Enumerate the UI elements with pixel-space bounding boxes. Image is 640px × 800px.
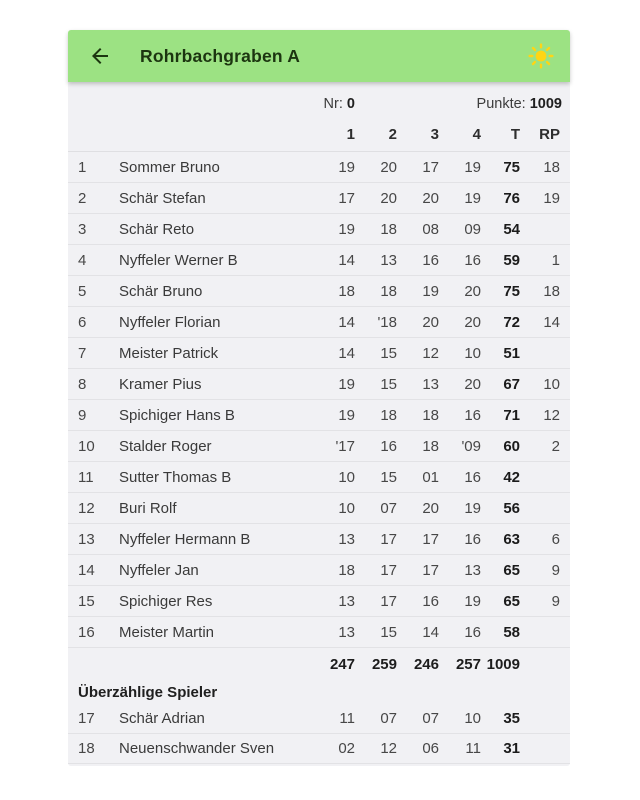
cell-score-2: '18 [377,313,397,331]
arrow-left-icon [88,44,112,68]
cell-total: 63 [503,530,520,548]
cell-total: 75 [503,282,520,300]
cell-total: 60 [503,437,520,455]
total-score-1: 247 [329,655,355,673]
cell-score-2: 17 [380,530,397,548]
cell-score-1: 14 [338,344,355,362]
cell-score-3: 08 [422,220,439,238]
cell-total: 54 [503,220,520,238]
punkte-field [477,96,562,112]
cell-rank: 17 [78,710,95,727]
cell-rank: 16 [78,623,95,641]
cell-rank: 8 [78,375,87,393]
page-title: Rohrbachgraben A [140,45,301,66]
cell-score-3: 20 [422,313,439,331]
table-row [68,524,570,555]
table-row [68,462,570,493]
cell-player: Neuenschwander Sven [119,740,275,757]
cell-score-1: 14 [338,313,355,331]
cell-rp: 10 [543,375,560,393]
cell-rank: 11 [78,468,94,486]
cell-score-2: 13 [380,251,397,269]
extra-section-header [68,680,570,704]
cell-rank: 12 [78,499,95,517]
table-row [68,617,570,648]
col-header-1: 1 [346,126,355,143]
cell-rank: 1 [78,158,87,176]
cell-score-2: 18 [380,282,397,300]
cell-rp: 18 [543,158,560,176]
player-list [68,152,570,648]
cell-rank: 18 [78,740,95,757]
cell-total: 42 [503,468,520,486]
col-header-4: 4 [472,126,481,143]
cell-score-1: 13 [338,623,355,641]
cell-score-4: 13 [464,561,481,579]
cell-score-4: 20 [464,313,481,331]
cell-score-2: 15 [380,623,397,641]
table-row [68,400,570,431]
table-row [68,431,570,462]
cell-score-2: 07 [380,499,397,517]
nr-label: Nr: [323,96,343,112]
cell-rank: 14 [78,561,95,579]
table-row [68,493,570,524]
cell-score-3: 18 [422,406,439,424]
table-row [68,555,570,586]
cell-player: Kramer Pius [119,375,202,393]
cell-rank: 7 [78,344,87,362]
cell-total: 72 [503,313,520,331]
cell-score-1: 10 [338,499,355,517]
cell-score-3: 06 [422,740,439,757]
cell-player: Nyffeler Werner B [119,251,238,269]
cell-score-2: 16 [380,437,397,455]
cell-score-4: 20 [464,375,481,393]
cell-score-2: 20 [380,158,397,176]
total-score-4: 257 [455,655,481,673]
cell-rank: 13 [78,530,95,548]
cell-rp: 1 [551,251,560,269]
cell-score-1: 10 [338,468,355,486]
cell-score-3: 18 [422,437,439,455]
cell-score-4: 19 [464,158,481,176]
cell-player: Buri Rolf [119,499,177,517]
totals-row [68,648,570,680]
score-sheet [68,82,570,766]
back-button[interactable] [88,44,112,68]
cell-player: Meister Patrick [119,344,219,362]
cell-score-2: 17 [380,561,397,579]
cell-player: Spichiger Res [119,592,213,610]
cell-total: 31 [503,740,520,757]
cell-player: Sommer Bruno [119,158,220,176]
cell-total: 59 [503,251,520,269]
cell-player: Meister Martin [119,623,215,641]
cell-score-1: '17 [335,437,355,455]
cell-score-2: 18 [380,220,397,238]
table-row [68,734,570,764]
cell-rank: 4 [78,251,87,269]
col-header-2: 2 [388,126,397,143]
cell-score-2: 15 [380,344,397,362]
total-score-2: 259 [371,655,397,673]
table-row [68,245,570,276]
cell-rank: 15 [78,592,95,610]
app-bar [68,30,570,82]
table-row [68,307,570,338]
cell-score-1: 19 [338,158,355,176]
cell-total: 71 [503,406,520,424]
cell-score-1: 18 [338,561,355,579]
cell-score-3: 19 [422,282,439,300]
cell-score-4: 20 [464,282,481,300]
col-header-t: T [510,126,520,143]
cell-player: Schär Reto [119,220,195,238]
extra-player-list [68,704,570,764]
cell-player: Stalder Roger [119,437,212,455]
cell-rp: 18 [543,282,560,300]
cell-score-4: '09 [461,437,481,455]
cell-score-4: 16 [464,623,481,641]
sun-icon[interactable] [528,43,554,69]
cell-player: Nyffeler Florian [119,313,221,331]
cell-rank: 5 [78,282,87,300]
cell-score-3: 14 [422,623,439,641]
cell-score-2: 07 [380,710,397,727]
cell-rp: 9 [551,561,560,579]
cell-total: 65 [503,561,520,579]
cell-rank: 2 [78,189,87,207]
cell-total: 35 [503,710,520,727]
cell-total: 58 [503,623,520,641]
cell-score-1: 19 [338,375,355,393]
table-row [68,704,570,734]
cell-total: 65 [503,592,520,610]
cell-score-1: 11 [339,710,355,727]
cell-rp: 12 [543,406,560,424]
cell-total: 56 [503,499,520,517]
cell-rank: 3 [78,220,87,238]
cell-player: Schär Adrian [119,710,205,727]
cell-player: Schär Bruno [119,282,203,300]
cell-total: 76 [503,189,520,207]
cell-player: Spichiger Hans B [119,406,235,424]
cell-score-1: 13 [338,592,355,610]
cell-total: 75 [503,158,520,176]
cell-score-3: 12 [422,344,439,362]
table-row [68,369,570,400]
table-row [68,586,570,617]
total-score-t: 1009 [486,655,520,673]
cell-score-4: 10 [464,710,481,727]
table-row [68,338,570,369]
total-score-3: 246 [413,655,439,673]
cell-player: Sutter Thomas B [119,468,232,486]
cell-score-1: 19 [338,406,355,424]
table-header-row [68,118,570,152]
cell-score-4: 09 [464,220,481,238]
cell-rp: 9 [551,592,560,610]
cell-score-2: 15 [380,375,397,393]
cell-total: 51 [503,344,520,362]
table-row [68,152,570,183]
nr-value: 0 [346,96,355,112]
cell-score-3: 16 [422,592,439,610]
cell-score-1: 19 [338,220,355,238]
cell-player: Nyffeler Hermann B [119,530,251,548]
cell-score-4: 10 [464,344,481,362]
cell-score-3: 20 [422,499,439,517]
cell-score-2: 12 [380,740,397,757]
cell-score-4: 16 [464,530,481,548]
nr-field [324,96,355,112]
cell-score-3: 17 [422,561,439,579]
cell-rank: 10 [78,437,95,455]
table-row [68,214,570,245]
cell-score-2: 17 [380,592,397,610]
cell-rp: 14 [543,313,560,331]
cell-score-1: 14 [338,251,355,269]
cell-score-1: 17 [338,189,355,207]
cell-score-2: 15 [380,468,397,486]
cell-score-3: 13 [422,375,439,393]
cell-player: Nyffeler Jan [119,561,199,579]
summary-row [68,94,570,118]
col-header-3: 3 [430,126,439,143]
cell-score-4: 11 [465,740,481,757]
cell-player: Schär Stefan [119,189,206,207]
cell-score-4: 19 [464,499,481,517]
cell-score-4: 19 [464,592,481,610]
cell-score-3: 01 [422,468,439,486]
col-header-rp: RP [539,126,560,143]
cell-score-2: 18 [380,406,397,424]
cell-score-4: 16 [464,468,481,486]
punkte-value: 1009 [529,96,562,112]
cell-rank: 9 [78,406,87,424]
cell-score-1: 18 [338,282,355,300]
table-row [68,183,570,214]
cell-score-4: 16 [464,251,481,269]
cell-score-4: 19 [464,189,481,207]
cell-score-3: 17 [422,530,439,548]
table-row [68,276,570,307]
app-screen [68,30,570,766]
cell-score-1: 13 [338,530,355,548]
cell-rp: 19 [543,189,560,207]
cell-rp: 2 [551,437,560,455]
cell-rp: 6 [551,530,560,548]
cell-total: 67 [503,375,520,393]
cell-score-4: 16 [464,406,481,424]
cell-score-2: 20 [380,189,397,207]
cell-score-3: 07 [422,710,439,727]
extra-section-label: Überzählige Spieler [78,683,218,701]
cell-rank: 6 [78,313,87,331]
cell-score-3: 16 [422,251,439,269]
punkte-label: Punkte: [476,96,526,112]
cell-score-3: 20 [422,189,439,207]
cell-score-1: 02 [338,740,355,757]
cell-score-3: 17 [422,158,439,176]
